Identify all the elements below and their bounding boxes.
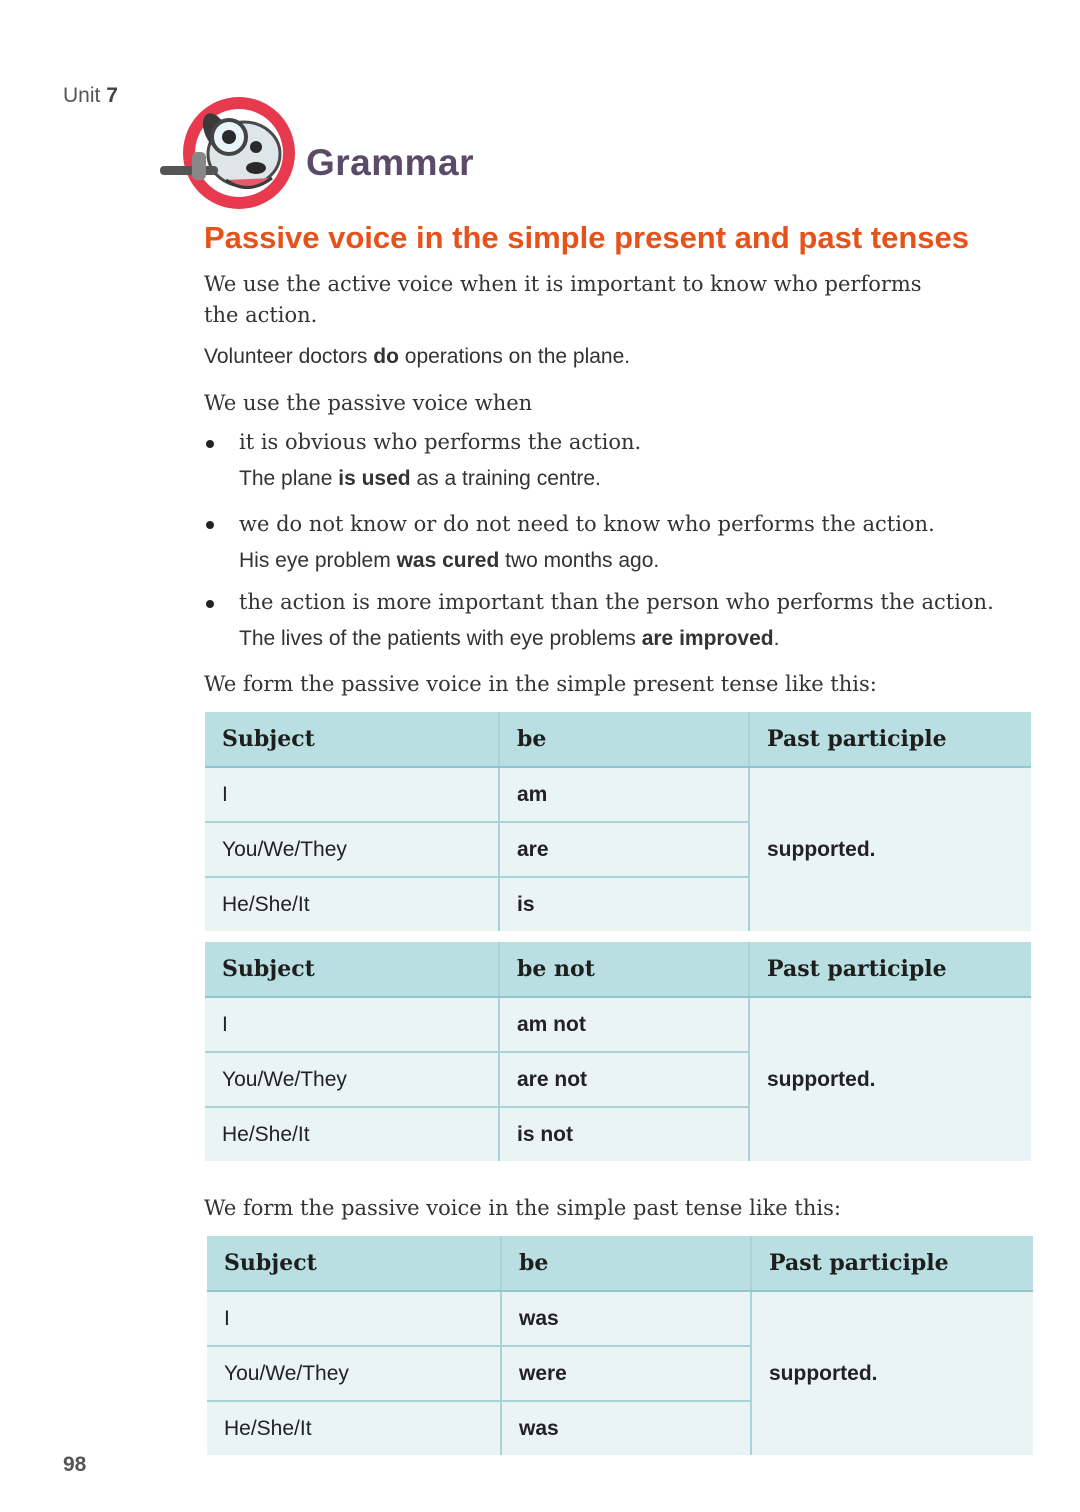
bullet-example: The lives of the patients with eye problems are improved.	[239, 627, 780, 650]
lesson-heading: Passive voice in the simple present and past tenses	[204, 220, 969, 255]
present-affirmative-table	[205, 712, 1031, 931]
past-affirmative-table	[207, 1236, 1033, 1455]
table-row: You/We/They were	[207, 1346, 1033, 1401]
table-row: He/She/It was	[207, 1401, 1033, 1455]
table-row: He/She/It is	[205, 877, 1031, 931]
active-example: Volunteer doctors do operations on the plane.	[204, 345, 631, 368]
past-tense-intro: We form the passive voice in the simple past tense like this:	[204, 1196, 841, 1220]
participle-cell: supported.	[769, 1361, 878, 1385]
bullet-example: His eye problem was cured two months ago.	[239, 549, 660, 572]
header-past-participle: Past participle	[749, 942, 1031, 997]
header-be: be	[499, 712, 749, 767]
participle-cell: supported.	[767, 837, 876, 861]
present-negative-table	[205, 942, 1031, 1161]
table-row: I was supported.	[207, 1291, 1033, 1346]
header-subject: Subject	[205, 942, 499, 997]
participle-cell: supported.	[767, 1067, 876, 1091]
bullet-example: The plane is used as a training centre.	[239, 467, 601, 490]
unit-number: 7	[106, 84, 118, 107]
unit-label: Unit 7	[63, 84, 118, 107]
table-row: He/She/It is not	[205, 1107, 1031, 1161]
table-row: I am supported.	[205, 767, 1031, 822]
header-subject: Subject	[205, 712, 499, 767]
bullet-dot	[206, 521, 214, 529]
passive-intro: We use the passive voice when	[204, 391, 533, 415]
intro-paragraph: We use the active voice when it is important to know who performs the action.	[204, 272, 922, 327]
magnifier-dog-mascot-icon	[156, 92, 302, 214]
header-past-participle: Past participle	[749, 712, 1031, 767]
bullet-dot	[206, 600, 214, 608]
bullet-dot	[206, 440, 214, 448]
bullet-text: it is obvious who performs the action.	[239, 430, 642, 454]
bullet-text: the action is more important than the person who performs the action.	[239, 590, 994, 614]
table-row: You/We/They are	[205, 822, 1031, 877]
page-number: 98	[63, 1453, 87, 1476]
section-title: Grammar	[306, 142, 475, 183]
table-row: You/We/They are not	[205, 1052, 1031, 1107]
present-tense-intro: We form the passive voice in the simple present tense like this:	[204, 672, 877, 696]
header-be: be	[501, 1236, 751, 1291]
header-past-participle: Past participle	[751, 1236, 1033, 1291]
header-subject: Subject	[207, 1236, 501, 1291]
bullet-text: we do not know or do not need to know who performs the action.	[239, 512, 935, 536]
header-be-not: be not	[499, 942, 749, 997]
table-row: I am not supported.	[205, 997, 1031, 1052]
